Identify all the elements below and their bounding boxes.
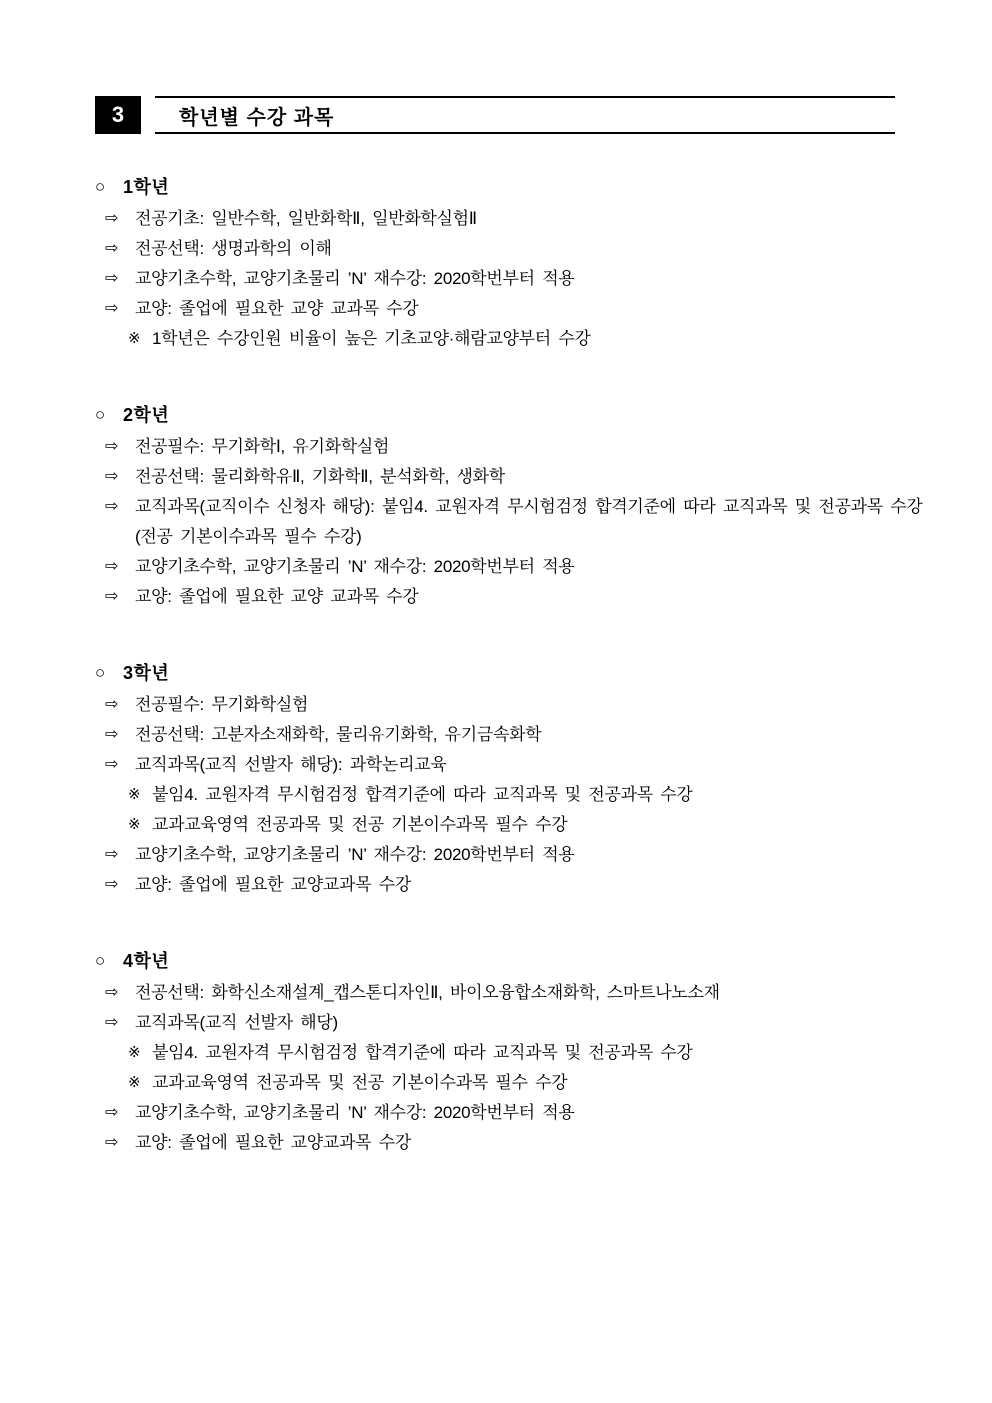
arrow-bullet-icon: ⇨ (105, 588, 119, 605)
course-item-text: 교양: 졸업에 필요한 교양 교과목 수강 (135, 587, 419, 606)
circle-bullet-icon: ○ (95, 663, 106, 682)
page-title: 학년별 수강 과목 (179, 106, 335, 129)
course-item-text: 교양기초수학, 교양기초물리 ’N’ 재수강: 2020학번부터 적용 (135, 557, 575, 576)
grade-title: 4학년 (123, 951, 170, 971)
arrow-bullet-icon: ⇨ (105, 1104, 119, 1121)
grade-section (95, 172, 925, 354)
course-item (95, 978, 925, 1008)
grade-heading (95, 400, 925, 430)
grade-heading (95, 946, 925, 976)
course-item-text: 교양기초수학, 교양기초물리 ’N’ 재수강: 2020학번부터 적용 (135, 845, 575, 864)
course-item-text: 교양기초수학, 교양기초물리 ’N’ 재수강: 2020학번부터 적용 (135, 1103, 575, 1122)
grade-title: 1학년 (123, 177, 170, 197)
course-item (95, 204, 925, 234)
note-item (95, 1038, 925, 1068)
course-item (95, 1098, 925, 1128)
note-marker-icon: ※ (128, 786, 141, 803)
grade-sections-container (95, 172, 925, 1158)
note-marker-icon: ※ (128, 1074, 141, 1091)
course-item-text: 전공선택: 물리화학유Ⅱ, 기화학Ⅱ, 분석화학, 생화학 (135, 467, 505, 486)
grade-section (95, 400, 925, 612)
grade-title: 3학년 (123, 663, 170, 683)
course-item-text: 전공선택: 화학신소재설계_캡스톤디자인Ⅱ, 바이오융합소재화학, 스마트나노소재 (135, 983, 720, 1002)
note-item-text: 교과교육영역 전공과목 및 전공 기본이수과목 필수 수강 (152, 815, 568, 834)
course-item (95, 720, 925, 750)
course-item (95, 1128, 925, 1158)
note-marker-icon: ※ (128, 816, 141, 833)
grade-heading (95, 658, 925, 688)
course-item (95, 552, 925, 582)
course-item-text: 전공기초: 일반수학, 일반화학Ⅱ, 일반화학실험Ⅱ (135, 209, 477, 228)
arrow-bullet-icon: ⇨ (105, 846, 119, 863)
section-header-band (95, 96, 895, 134)
course-item-text: 교양기초수학, 교양기초물리 ’N’ 재수강: 2020학번부터 적용 (135, 269, 575, 288)
circle-bullet-icon: ○ (95, 405, 106, 424)
note-item (95, 1068, 925, 1098)
arrow-bullet-icon: ⇨ (105, 468, 119, 485)
arrow-bullet-icon: ⇨ (105, 876, 119, 893)
note-item-text: 붙임4. 교원자격 무시험검정 합격기준에 따라 교직과목 및 전공과목 수강 (152, 785, 693, 804)
course-item (95, 294, 925, 324)
arrow-bullet-icon: ⇨ (105, 696, 119, 713)
course-item (95, 1008, 925, 1038)
course-item-text: 교직과목(교직 선발자 해당): 과학논리교육 (135, 755, 447, 774)
grade-section (95, 658, 925, 900)
circle-bullet-icon: ○ (95, 951, 106, 970)
arrow-bullet-icon: ⇨ (105, 210, 119, 227)
arrow-bullet-icon: ⇨ (105, 558, 119, 575)
note-item (95, 780, 925, 810)
note-marker-icon: ※ (128, 330, 141, 347)
note-item-text: 교과교육영역 전공과목 및 전공 기본이수과목 필수 수강 (152, 1073, 568, 1092)
course-item-text: 전공필수: 무기화학Ⅰ, 유기화학실험 (135, 437, 390, 456)
arrow-bullet-icon: ⇨ (105, 240, 119, 257)
course-item-text: 전공필수: 무기화학실험 (135, 695, 309, 714)
note-item (95, 810, 925, 840)
section-number: 3 (111, 102, 125, 127)
grade-heading (95, 172, 925, 202)
course-item (95, 462, 925, 492)
course-item-text: 교양: 졸업에 필요한 교양교과목 수강 (135, 875, 411, 894)
course-item-text: 교양: 졸업에 필요한 교양교과목 수강 (135, 1133, 411, 1152)
circle-bullet-icon: ○ (95, 177, 106, 196)
note-item (95, 324, 925, 354)
course-item-text: 교직과목(교직이수 신청자 해당): 붙임4. 교원자격 무시험검정 합격기준에 따라 교직과목 및 전공과목 수강 (전공 기본이수과목 필수 수강) (135, 497, 923, 546)
course-item (95, 690, 925, 720)
note-marker-icon: ※ (128, 1044, 141, 1061)
course-item-text: 교양: 졸업에 필요한 교양 교과목 수강 (135, 299, 419, 318)
course-item-text: 교직과목(교직 선발자 해당) (135, 1013, 338, 1032)
course-item (95, 840, 925, 870)
arrow-bullet-icon: ⇨ (105, 300, 119, 317)
course-item (95, 870, 925, 900)
course-item (95, 264, 925, 294)
course-item (95, 432, 925, 462)
arrow-bullet-icon: ⇨ (105, 984, 119, 1001)
arrow-bullet-icon: ⇨ (105, 1134, 119, 1151)
arrow-bullet-icon: ⇨ (105, 438, 119, 455)
section-number-box (95, 96, 141, 134)
section-title-bar (155, 96, 895, 134)
note-item-text: 붙임4. 교원자격 무시험검정 합격기준에 따라 교직과목 및 전공과목 수강 (152, 1043, 693, 1062)
course-item-text: 전공선택: 생명과학의 이해 (135, 239, 332, 258)
course-item (95, 582, 925, 612)
note-item-text: 1학년은 수강인원 비율이 높은 기초교양·해람교양부터 수강 (152, 329, 591, 348)
arrow-bullet-icon: ⇨ (105, 498, 119, 515)
course-item-text: 전공선택: 고분자소재화학, 물리유기화학, 유기금속화학 (135, 725, 542, 744)
course-item (95, 492, 925, 552)
grade-section (95, 946, 925, 1158)
arrow-bullet-icon: ⇨ (105, 756, 119, 773)
arrow-bullet-icon: ⇨ (105, 1014, 119, 1031)
arrow-bullet-icon: ⇨ (105, 270, 119, 287)
course-item (95, 750, 925, 780)
arrow-bullet-icon: ⇨ (105, 726, 119, 743)
course-item (95, 234, 925, 264)
grade-title: 2학년 (123, 405, 170, 425)
